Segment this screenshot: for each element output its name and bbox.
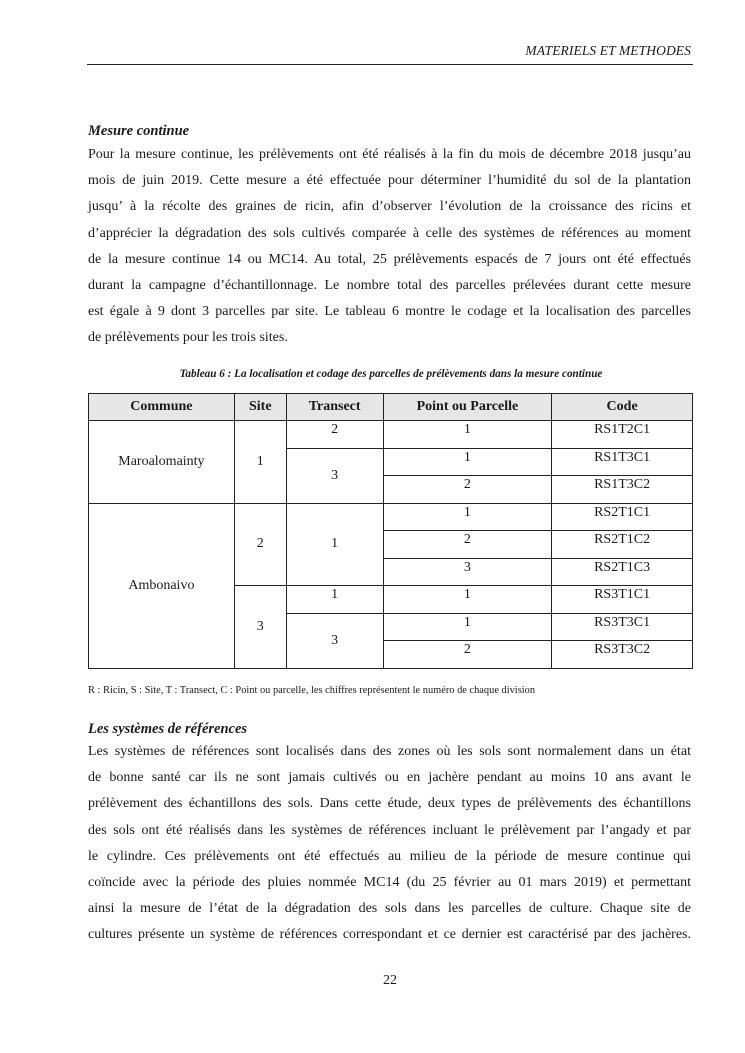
text-line: jusqu’ à la récolte des graines de ricin, afin d’observer l’évolution de la croissance des ricins et [88, 199, 691, 215]
table-row [89, 421, 693, 449]
code-cell: RS3T3C2 [552, 641, 693, 669]
page-number: 22 [383, 973, 397, 988]
text-line: ainsi la mesure de l’état de la dégradation des sols dans les parcelles de culture. Chaque site de [88, 901, 691, 917]
text-line: Pour la mesure continue, les prélèvements ont été réalisés à la fin du mois de décembre 2018 jusqu’au [88, 147, 691, 162]
column-header-transect: Transect [286, 394, 383, 421]
transect-cell: 1 [286, 586, 383, 614]
point-cell: 1 [383, 503, 552, 531]
code-cell: RS2T1C1 [552, 503, 693, 531]
code-cell: RS3T3C1 [552, 613, 693, 641]
chapter-title: MATERIELS ET METHODES [525, 43, 691, 58]
paragraph-systemes-references [88, 739, 691, 949]
text-line: le cylindre. Ces prélèvements ont été effectués au milieu de la période de mesure continue qui [88, 848, 691, 864]
text-line: de bonne santé car ils ne sont jamais cultivés ou en jachère pendant au moins 10 ans avant le [88, 770, 691, 786]
column-header-point: Point ou Parcelle [383, 394, 552, 421]
text-line: Les systèmes de références sont localisés dans des zones où les sols sont normalement dans un état [88, 744, 691, 759]
text-line: d’apprécier la dégradation des sols cultivés comparée à celle des systèmes de références au moment [88, 225, 691, 241]
point-cell: 1 [383, 448, 552, 476]
transect-cell: 1 [286, 503, 383, 586]
transect-cell: 3 [286, 613, 383, 668]
section-heading-mesure-continue: Mesure continue [88, 123, 190, 139]
table-caption: Tableau 6 : La localisation et codage des parcelles de prélèvements dans la mesure continue [179, 368, 603, 380]
code-cell: RS1T3C2 [552, 476, 693, 504]
point-cell: 2 [383, 476, 552, 504]
paragraph-mesure-continue [88, 142, 691, 352]
column-header-code: Code [552, 394, 693, 421]
point-cell: 2 [383, 531, 552, 559]
text-line: de prélèvements pour les trois sites. [88, 330, 288, 346]
commune-cell: Maroalomainty [89, 421, 235, 504]
site-cell: 3 [234, 586, 286, 669]
point-cell: 1 [383, 613, 552, 641]
code-cell: RS1T2C1 [552, 421, 693, 449]
point-cell: 1 [383, 421, 552, 449]
code-cell: RS2T1C2 [552, 531, 693, 559]
text-line: prélèvement des échantillons des sols. Dans cette étude, deux types de prélèvements des échantillons [88, 796, 691, 812]
text-line: des sols ont été réalisés dans les systèmes de références incluant le prélèvement par l’angady et par [88, 822, 691, 838]
section-heading-systemes-references: Les systèmes de références [88, 721, 248, 737]
site-cell: 2 [234, 503, 286, 586]
text-line: coïncide avec la période des pluies nommée MC14 (du 25 février au 01 mars 2019) et permettant [88, 874, 691, 890]
parcel-table [88, 393, 693, 669]
text-line: de la mesure continue 14 ou MC14. Au total, 25 prélèvements espacés de 7 jours ont été effectués [88, 251, 691, 267]
transect-cell: 3 [286, 448, 383, 503]
commune-cell: Ambonaivo [89, 503, 235, 668]
table-row [89, 503, 693, 531]
text-line: cultures présente un système de références correspondant et ce dernier est caractérisé par des jachères. [88, 927, 691, 943]
table-footnote: R : Ricin, S : Site, T : Transect, C : Point ou parcelle, les chiffres représentent le numéro de chaque division [88, 685, 536, 696]
code-cell: RS1T3C1 [552, 448, 693, 476]
page-header [87, 40, 693, 65]
site-cell: 1 [234, 421, 286, 504]
transect-cell: 2 [286, 421, 383, 449]
point-cell: 1 [383, 586, 552, 614]
code-cell: RS3T1C1 [552, 586, 693, 614]
column-header-site: Site [234, 394, 286, 421]
text-line: durant la campagne d’échantillonnage. Le nombre total des parcelles prélevées durant cette mesure [88, 277, 691, 293]
point-cell: 2 [383, 641, 552, 669]
text-line: est égale à 9 dont 3 parcelles par site. Le tableau 6 montre le codage et la localisation des parcelles [88, 304, 691, 320]
code-cell: RS2T1C3 [552, 558, 693, 586]
column-header-commune: Commune [89, 394, 235, 421]
text-line: mois de juin 2019. Cette mesure a été effectuée pour déterminer l’humidité du sol de la plantation [88, 173, 691, 189]
table-header-row [89, 394, 693, 421]
point-cell: 3 [383, 558, 552, 586]
